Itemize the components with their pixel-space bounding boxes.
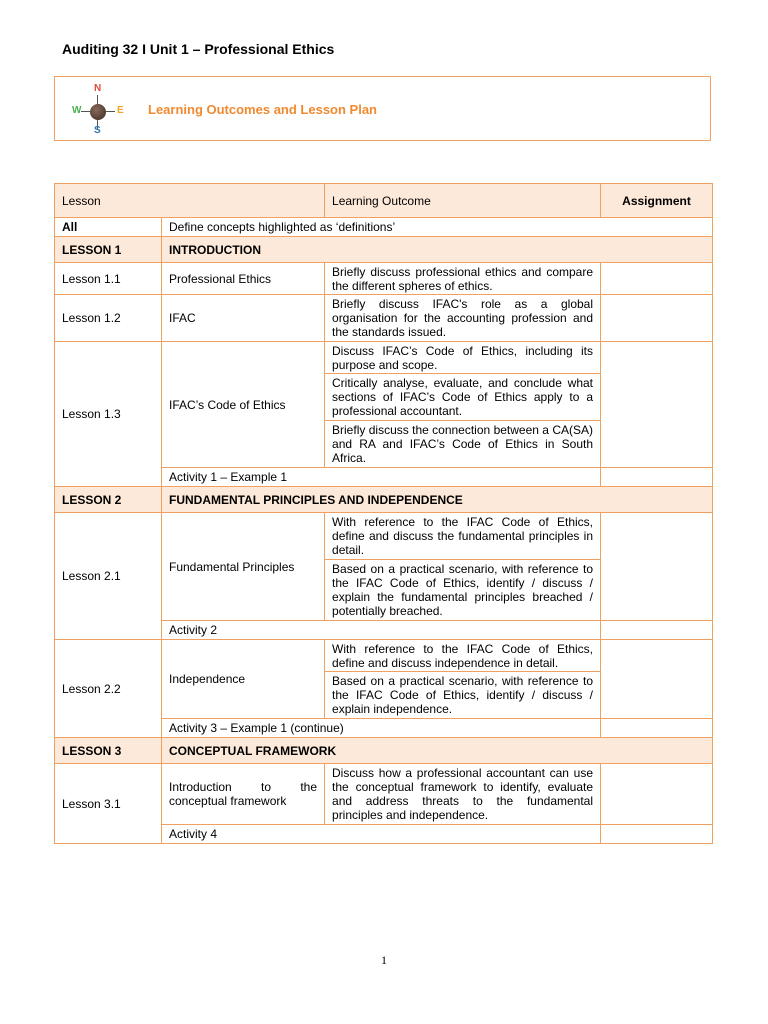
lesson-topic: Introduction to the conceptual framework (162, 764, 325, 825)
lesson-code: Lesson 2.2 (55, 640, 162, 738)
assignment-cell (601, 342, 713, 468)
lesson-code: Lesson 2.1 (55, 513, 162, 640)
compass-icon (67, 81, 127, 139)
table-row (55, 263, 713, 295)
lesson-code: Lesson 3.1 (55, 764, 162, 844)
lesson-code: Lesson 1.1 (55, 263, 162, 295)
table-row (55, 218, 713, 237)
assignment-cell (601, 640, 713, 719)
lesson-topic: IFAC’s Code of Ethics (162, 342, 325, 468)
assignment-cell (601, 513, 713, 621)
all-label: All (55, 218, 162, 237)
lesson-code: Lesson 1.3 (55, 342, 162, 487)
learning-outcome: Discuss IFAC’s Code of Ethics, including its purpose and scope. (325, 342, 601, 374)
assignment-cell (601, 295, 713, 342)
all-text: Define concepts highlighted as ‘definitions’ (162, 218, 713, 237)
assignment-cell (601, 764, 713, 825)
learning-outcome: Critically analyse, evaluate, and conclude what sections of IFAC’s Code of Ethics apply to a professional accountant. (325, 374, 601, 421)
header-lesson: Lesson (55, 184, 325, 218)
compass-east: E (117, 105, 124, 116)
learning-outcome: Briefly discuss the connection between a CA(SA) and RA and IFAC’s Code of Ethics in South Africa. (325, 421, 601, 468)
learning-outcome: Briefly discuss IFAC's role as a global organisation for the accounting profession and the standards issued. (325, 295, 601, 342)
learning-outcome: Based on a practical scenario, with reference to the IFAC Code of Ethics, identify / discuss / explain the fundamental principles breached / potentially breached. (325, 560, 601, 621)
assignment-cell (601, 719, 713, 738)
banner-title: Learning Outcomes and Lesson Plan (148, 102, 377, 117)
compass-west: W (72, 105, 82, 116)
activity-label: Activity 1 – Example 1 (162, 468, 601, 487)
document-title: Auditing 32 I Unit 1 – Professional Ethics (62, 41, 335, 57)
header-learning-outcome: Learning Outcome (325, 184, 601, 218)
lesson-heading-row (55, 738, 713, 764)
lesson-topic: IFAC (162, 295, 325, 342)
learning-outcome: Discuss how a professional accountant can use the conceptual framework to identify, evaluate and address threats to the fundamental principles and independence. (325, 764, 601, 825)
table-row (55, 640, 713, 672)
table-row (55, 513, 713, 560)
page-number: 1 (381, 953, 387, 967)
learning-outcome: Briefly discuss professional ethics and compare the different spheres of ethics. (325, 263, 601, 295)
header-assignment: Assignment (601, 184, 713, 218)
compass-south: S (94, 125, 101, 136)
lesson-topic: Fundamental Principles (162, 513, 325, 621)
activity-label: Activity 4 (162, 825, 601, 844)
activity-label: Activity 3 – Example 1 (continue) (162, 719, 601, 738)
lesson-code: Lesson 1.2 (55, 295, 162, 342)
assignment-cell (601, 825, 713, 844)
assignment-cell (601, 621, 713, 640)
lesson-title: CONCEPTUAL FRAMEWORK (162, 738, 713, 764)
table-row (55, 295, 713, 342)
lesson-code: LESSON 1 (55, 237, 162, 263)
table-row (55, 764, 713, 825)
lesson-heading-row (55, 237, 713, 263)
activity-label: Activity 2 (162, 621, 601, 640)
learning-outcome: Based on a practical scenario, with reference to the IFAC Code of Ethics, identify / discuss / explain independence. (325, 672, 601, 719)
table-row (55, 342, 713, 374)
lesson-title: INTRODUCTION (162, 237, 713, 263)
learning-outcome: With reference to the IFAC Code of Ethics, define and discuss independence in detail. (325, 640, 601, 672)
lesson-code: LESSON 2 (55, 487, 162, 513)
section-banner (54, 76, 711, 141)
learning-outcome: With reference to the IFAC Code of Ethics, define and discuss the fundamental principles in detail. (325, 513, 601, 560)
assignment-cell (601, 263, 713, 295)
compass-north: N (94, 83, 102, 94)
lesson-title: FUNDAMENTAL PRINCIPLES AND INDEPENDENCE (162, 487, 713, 513)
lesson-code: LESSON 3 (55, 738, 162, 764)
lesson-heading-row (55, 487, 713, 513)
assignment-cell (601, 468, 713, 487)
lesson-topic: Independence (162, 640, 325, 719)
table-header-row (55, 184, 713, 218)
lesson-topic: Professional Ethics (162, 263, 325, 295)
lesson-plan-table (54, 183, 713, 844)
